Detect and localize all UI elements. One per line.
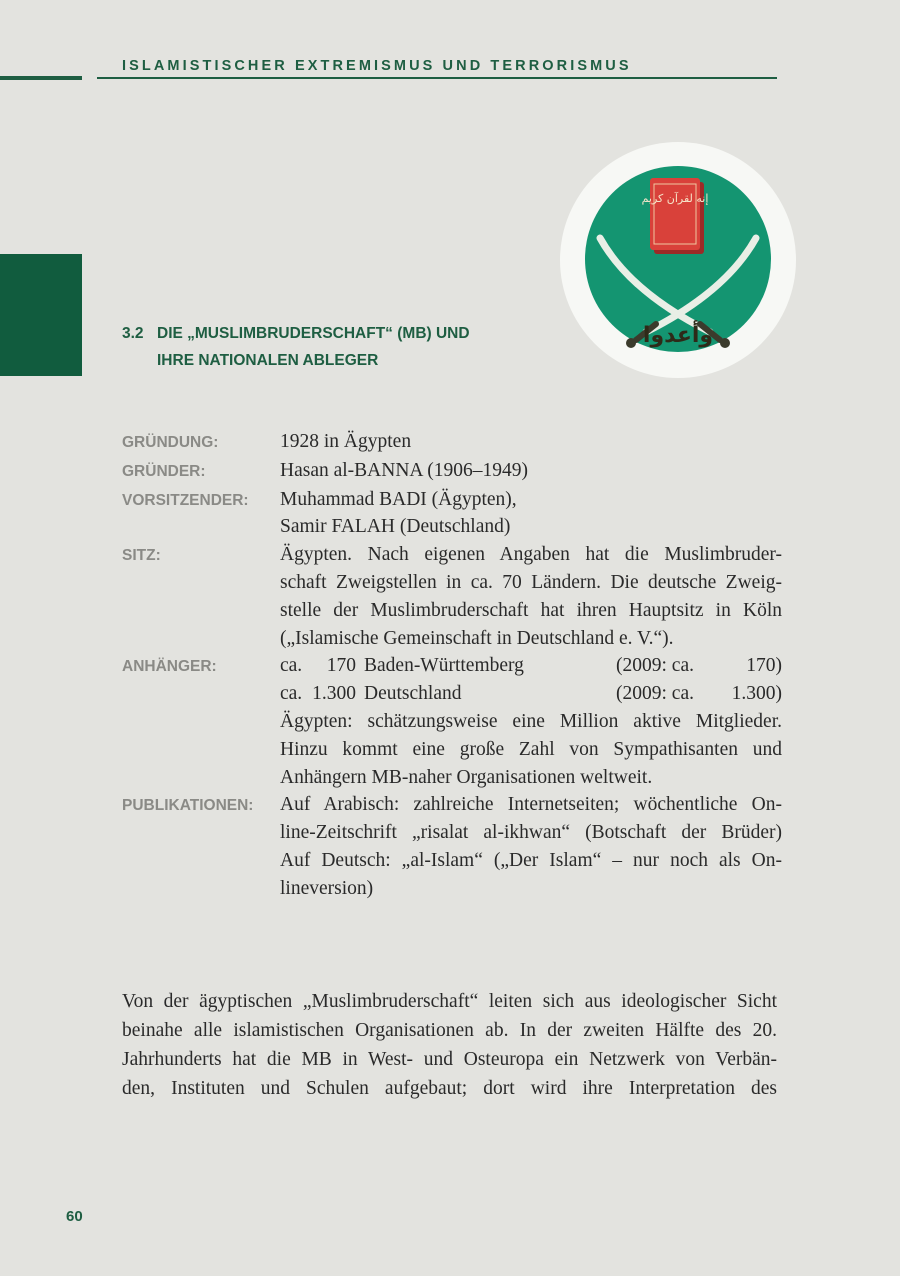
fact-line: Ägypten: schätzungsweise eine Million aktive Mitglieder.	[280, 710, 782, 732]
fact-row-gruender	[122, 457, 782, 486]
fact-row-sitz	[122, 541, 782, 652]
fact-line: lineversion)	[280, 877, 374, 899]
fact-label: ANHÄNGER:	[122, 658, 217, 676]
book-inscription: إنه لقرآن كريم	[641, 192, 709, 205]
fact-line: Hinzu kommt eine große Zahl von Sympathisanten und	[280, 738, 782, 760]
adherents-year-value: 170)	[746, 655, 782, 677]
fact-value: Hasan al-BANNA (1906–1949)	[280, 459, 529, 481]
fact-value	[280, 791, 782, 902]
fact-value	[280, 541, 782, 652]
section-heading	[122, 320, 470, 374]
fact-line: Muhammad BADI (Ägypten),	[280, 488, 517, 510]
fact-sheet	[122, 428, 782, 903]
adherents-region: Baden-Württemberg	[364, 655, 524, 677]
quran-book-icon	[642, 178, 709, 254]
adherents-year-prefix: (2009: ca.	[616, 655, 694, 677]
chapter-marker-block	[0, 254, 82, 376]
fact-line: schaft Zweigstellen in ca. 70 Ländern. Die deutsche Zweig-	[280, 571, 782, 593]
fact-line: Anhängern MB-naher Organisationen weltweit.	[280, 766, 653, 788]
fact-line: Ägypten. Nach eigenen Angaben hat die Muslimbruder-	[280, 544, 782, 566]
body-paragraph	[122, 987, 777, 1103]
header-rule-left	[0, 76, 82, 80]
fact-value	[280, 486, 782, 542]
adherents-previous-year	[616, 680, 782, 708]
fact-value	[280, 652, 782, 791]
adherents-number: 170	[326, 655, 356, 677]
emblem-motto: وأعدوا	[642, 323, 714, 348]
adherents-previous-year	[616, 652, 782, 680]
running-header: ISLAMISTISCHER EXTREMISMUS UND TERRORISMUS	[122, 58, 632, 74]
fact-row-vorsitzender	[122, 486, 782, 542]
fact-label: GRÜNDUNG:	[122, 434, 219, 451]
fact-label: VORSITZENDER:	[122, 491, 249, 509]
fact-line: line-Zeitschrift „risalat al-ikhwan“ (Botschaft der Brüder)	[280, 822, 782, 844]
body-line: beinahe alle islamistischen Organisationen ab. In der zweiten Hälfte des 20.	[122, 1020, 777, 1041]
section-title-line1: DIE „MUSLIMBRUDERSCHAFT“ (MB) UND	[157, 325, 470, 342]
adherents-ca: ca.	[280, 683, 303, 705]
section-number: 3.2	[122, 325, 144, 342]
fact-line: Auf Deutsch: „al-Islam“ („Der Islam“ – nur noch als On-	[280, 849, 782, 871]
fact-row-anhaenger	[122, 652, 782, 791]
body-line: den, Instituten und Schulen aufgebaut; dort wird ihre Interpretation des	[122, 1078, 777, 1099]
fact-line: Auf Arabisch: zahlreiche Internetseiten; wöchentliche On-	[280, 794, 782, 816]
fact-line: („Islamische Gemeinschaft in Deutschland e. V.“).	[280, 627, 674, 649]
fact-value: 1928 in Ägypten	[280, 431, 412, 452]
fact-label: SITZ:	[122, 547, 161, 565]
adherents-year-value: 1.300)	[731, 683, 782, 705]
adherents-row	[280, 652, 782, 680]
fact-label: GRÜNDER:	[122, 462, 206, 480]
fact-row-gruendung	[122, 428, 782, 457]
adherents-ca: ca.	[280, 655, 303, 677]
fact-line: Samir FALAH (Deutschland)	[280, 516, 511, 538]
header-rule-right	[97, 77, 777, 79]
body-line: Von der ägyptischen „Muslimbruderschaft“ leiten sich aus ideologischer Sicht	[122, 991, 777, 1012]
adherents-year-prefix: (2009: ca.	[616, 683, 694, 705]
fact-row-publikationen	[122, 791, 782, 902]
page-number: 60	[66, 1208, 83, 1225]
fact-label: PUBLIKATIONEN:	[122, 797, 254, 815]
adherents-number: 1.300	[312, 683, 356, 705]
adherents-row	[280, 680, 782, 708]
muslim-brotherhood-emblem	[560, 142, 796, 378]
body-line: Jahrhunderts hat die MB in West- und Osteuropa ein Netzwerk von Verbän-	[122, 1049, 777, 1070]
adherents-region: Deutschland	[364, 683, 462, 705]
fact-line: stelle der Muslimbruderschaft hat ihren Hauptsitz in Köln	[280, 599, 782, 621]
section-title-line2: IHRE NATIONALEN ABLEGER	[157, 352, 379, 369]
